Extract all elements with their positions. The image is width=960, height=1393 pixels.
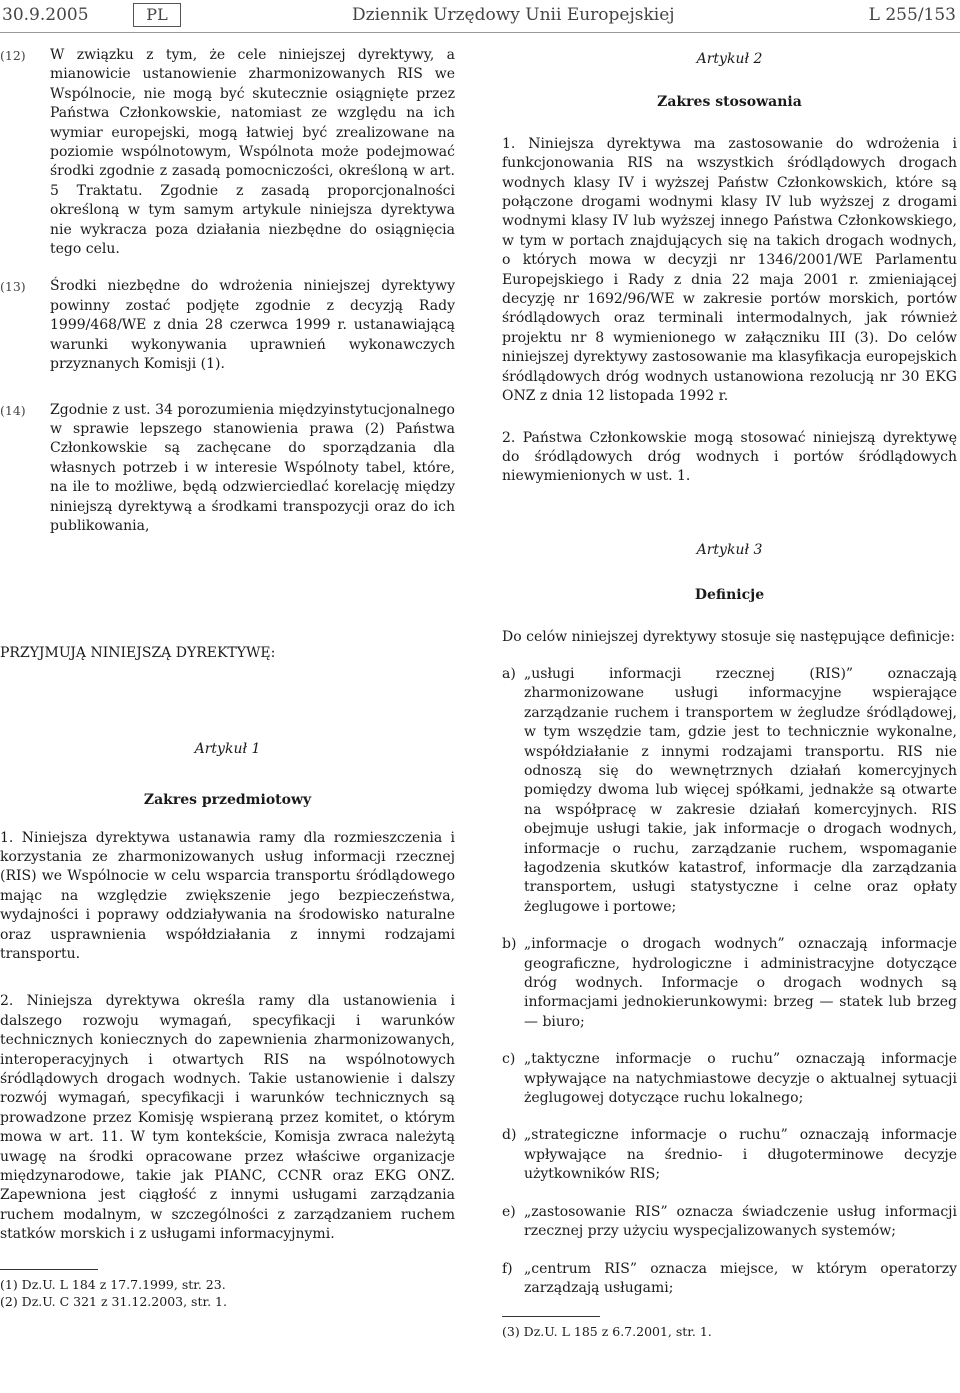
list-item xyxy=(502,1126,957,1184)
header-rule xyxy=(0,32,960,33)
page-header xyxy=(0,0,960,34)
article-2-title: Artykuł 2 xyxy=(696,51,763,67)
item-label: b) xyxy=(502,936,517,953)
list-item xyxy=(502,1203,957,1242)
recital-text: Środki niezbędne do wdrożenia niniejszej dyrektywy powinny zostać podjęte zgodnie z decyzją Rady 1999/468/WE z dnia 28 czerwca 1999 r. ustanawiającą warunki wykonywania uprawnień wykonawczych przyznanych Komisji (1). xyxy=(50,278,455,373)
article-2-heading: Zakres stosowania xyxy=(657,94,802,111)
list-item xyxy=(502,935,957,1032)
article-3-title: Artykuł 3 xyxy=(696,541,763,558)
item-text: „taktyczne informacje o ruchu” oznaczają informacje wpływające na natychmiastowe decyzje o aktualnej sytuacji żeglugowej dotyczące ruchu lokalnego; xyxy=(524,1051,957,1107)
recital-14 xyxy=(0,401,455,537)
item-label: d) xyxy=(502,1127,517,1144)
item-label: c) xyxy=(502,1051,516,1068)
recital-text: W związku z tym, że cele niniejszej dyrektywy, a mianowicie ustanowienie zharmonizowanych RIS we Wspólnocie, nie mogą być skutecznie osiągnięte przez Państwa Członkowskie, natomiast ze względu na ich wymiar europejski, mogą łatwiej być zrealizowane na poziomie wspólnotowym, Wspólnota może podejmować środki zgodnie z zasadą pomocniczości, określoną w art. 5 Traktatu. Zgodnie z zasadą proporcjonalności określoną w tym samym artykule niniejsza dyrektywa nie wykracza poza działania niezbędne do osiągnięcia tego celu. xyxy=(50,47,455,258)
item-text: „strategiczne informacje o ruchu” oznaczają informacje wpływające na średnio- i długoterminowe decyzje użytkowników RIS; xyxy=(524,1127,957,1183)
article-1-paragraph-1: 1. Niniejsza dyrektywa ustanawia ramy dla rozmieszczenia i korzystania ze zharmonizowanych usług informacji rzecznej (RIS) we Wspólnocie w celu wsparcia transportu śródlądowego mając na względzie zwiększenie jego bezpieczeństwa, wydajności i poprawy oddziaływania na środowisko naturalne oraz usprawnienia współdziałania z innymi rodzajami transportu. xyxy=(0,829,455,962)
page-reference: L 255/153 xyxy=(868,5,956,25)
item-text: „zastosowanie RIS” oznacza świadczenie usług informacji rzecznej przy użyciu wyspecjalizowanych systemów; xyxy=(524,1203,957,1240)
article-1-title: Artykuł 1 xyxy=(194,740,261,757)
recital-number: (13) xyxy=(0,279,26,295)
footnote-rule xyxy=(502,1316,600,1317)
article-1-heading: Zakres przedmiotowy xyxy=(143,792,312,809)
adoption-formula: PRZYJMUJĄ NINIEJSZĄ DYREKTYWĘ: xyxy=(0,645,276,662)
left-footnotes xyxy=(0,1269,455,1310)
right-column xyxy=(502,46,957,1340)
recital-number: (14) xyxy=(0,402,26,418)
left-column xyxy=(0,46,455,1310)
article-3-heading: Definicje xyxy=(694,587,765,604)
journal-title: Dziennik Urzędowy Unii Europejskiej xyxy=(352,5,675,25)
footnote-1: (1) Dz.U. L 184 z 17.7.1999, str. 23. xyxy=(0,1276,226,1292)
recital-number: (12) xyxy=(0,48,26,63)
article-2-paragraph-1: 1. Niniejsza dyrektywa ma zastosowanie do wdrożenia i funkcjonowania RIS na wszystkich śródlądowych drogach wodnych klasy IV i wyższej Państw Członkowskich, które są połączone drogami wodnymi klasy IV lub wyższej z drogami wodnymi klasy IV lub wyższej innego Państwa Członkowskiego, w tym w portach znajdujących się na takich drogach wodnych, o których mowa w decyzji nr 1346/2001/WE Parlamentu Europejskiego i Rady z dnia 22 maja 2001 r. zmieniającej decyzję nr 1692/96/WE w zakresie portów morskich, portów śródlądowych oraz terminali intermodalnych, jak również projektu nr 8 wymienionego w załączniku III (3). Do celów niniejszej dyrektywy zastosowanie ma klasyfikacja europejskich śródlądowych dróg wodnych ustanowiona rezolucją nr 30 EKG ONZ z dnia 12 listopada 1992 r. xyxy=(502,135,957,405)
recital-text: Zgodnie z ust. 34 porozumienia międzyinstytucjonalnego w sprawie lepszego stanowienia prawa (2) Państwa Członkowskie są zachęcane do sporządzania dla własnych potrzeb i w interesie Wspólnoty tabel, które, na ile to możliwe, będą odzwierciedlać korelację między niniejszą dyrektywą a środkami transpozycji oraz do ich publikowania, xyxy=(50,401,455,534)
article-1-paragraph-2: 2. Niniejsza dyrektywa określa ramy dla ustanowienia i dalszego rozwoju wymagań, specyfikacji i warunków technicznych koniecznych do zapewnienia zharmonizowanych, interoperacyjnych i otwartych RIS na wspólnotowych śródlądowych drogach wodnych. Takie ustanowienie i dalszy rozwój wymagań, specyfikacji i warunków technicznych są prowadzone przez Komisję wspieraną przez komitet, o którym mowa w art. 11. W tym kontekście, Komisja zwraca należytą uwagę na środki opracowane przez właściwe organizacje międzynarodowe, takie jak PIANC, CCNR oraz EKG ONZ. Zapewniona jest ciągłość z innymi usługami zarządzania ruchem modalnym, w szczególności z zarządzaniem ruchem statków morskich i z usługami informacyjnymi. xyxy=(0,993,455,1243)
item-text: „usługi informacji rzecznej (RIS)” oznaczają zharmonizowane usługi informacyjne wspierające zarządzanie ruchem i transportem w żegludze śródlądowej, w tym wszędzie tam, gdzie jest to technicznie wykonalne, współdziałanie z innymi rodzajami transportu. RIS nie odnoszą się do wewnętrznych działań komercyjnych pomiędzy dwoma lub więcej spółkami, jednakże są otwarte na współpracę w zakresie działań komercyjnych. RIS obejmuje usługi takie, jak informacje o drogach wodnych, informacje o ruchu, zarządzanie ruchem, wspomaganie łagodzenia skutków katastrof, informacje dla zarządzania transportem, usługi statystyczne i celne oraz opłaty żeglugowe i portowe; xyxy=(524,665,957,915)
article-3-intro: Do celów niniejszej dyrektywy stosuje się następujące definicje: xyxy=(502,628,955,645)
footnote-2: (2) Dz.U. C 321 z 31.12.2003, str. 1. xyxy=(0,1293,227,1309)
recital-12 xyxy=(0,46,455,259)
item-label: e) xyxy=(502,1203,516,1220)
language-badge: PL xyxy=(133,3,181,27)
footnote-3: (3) Dz.U. L 185 z 6.7.2001, str. 1. xyxy=(502,1324,712,1340)
list-item xyxy=(502,665,957,917)
item-label: a) xyxy=(502,665,516,682)
item-text: „informacje o drogach wodnych” oznaczają informacje geograficzne, hydrologiczne i administracyjne dotyczące dróg wodnych. Informacje o drogach wodnych są informacjami jednokierunkowymi: brzeg — statek lub brzeg — biuro; xyxy=(524,936,957,1030)
item-text: „centrum RIS” oznacza miejsce, w którym operatorzy zarządzają usługami; xyxy=(524,1260,957,1296)
recital-13 xyxy=(0,277,455,374)
footnote-rule xyxy=(0,1269,98,1270)
list-item xyxy=(502,1050,957,1108)
item-label: f) xyxy=(502,1260,513,1277)
issue-date: 30.9.2005 xyxy=(2,5,89,25)
right-footnotes xyxy=(502,1316,957,1340)
list-item xyxy=(502,1260,957,1299)
definitions-list xyxy=(502,665,957,1298)
article-2-paragraph-2: 2. Państwa Członkowskie mogą stosować niniejszą dyrektywę do śródlądowych dróg wodnych i portów śródlądowych niewymienionych w ust. 1. xyxy=(502,429,957,485)
